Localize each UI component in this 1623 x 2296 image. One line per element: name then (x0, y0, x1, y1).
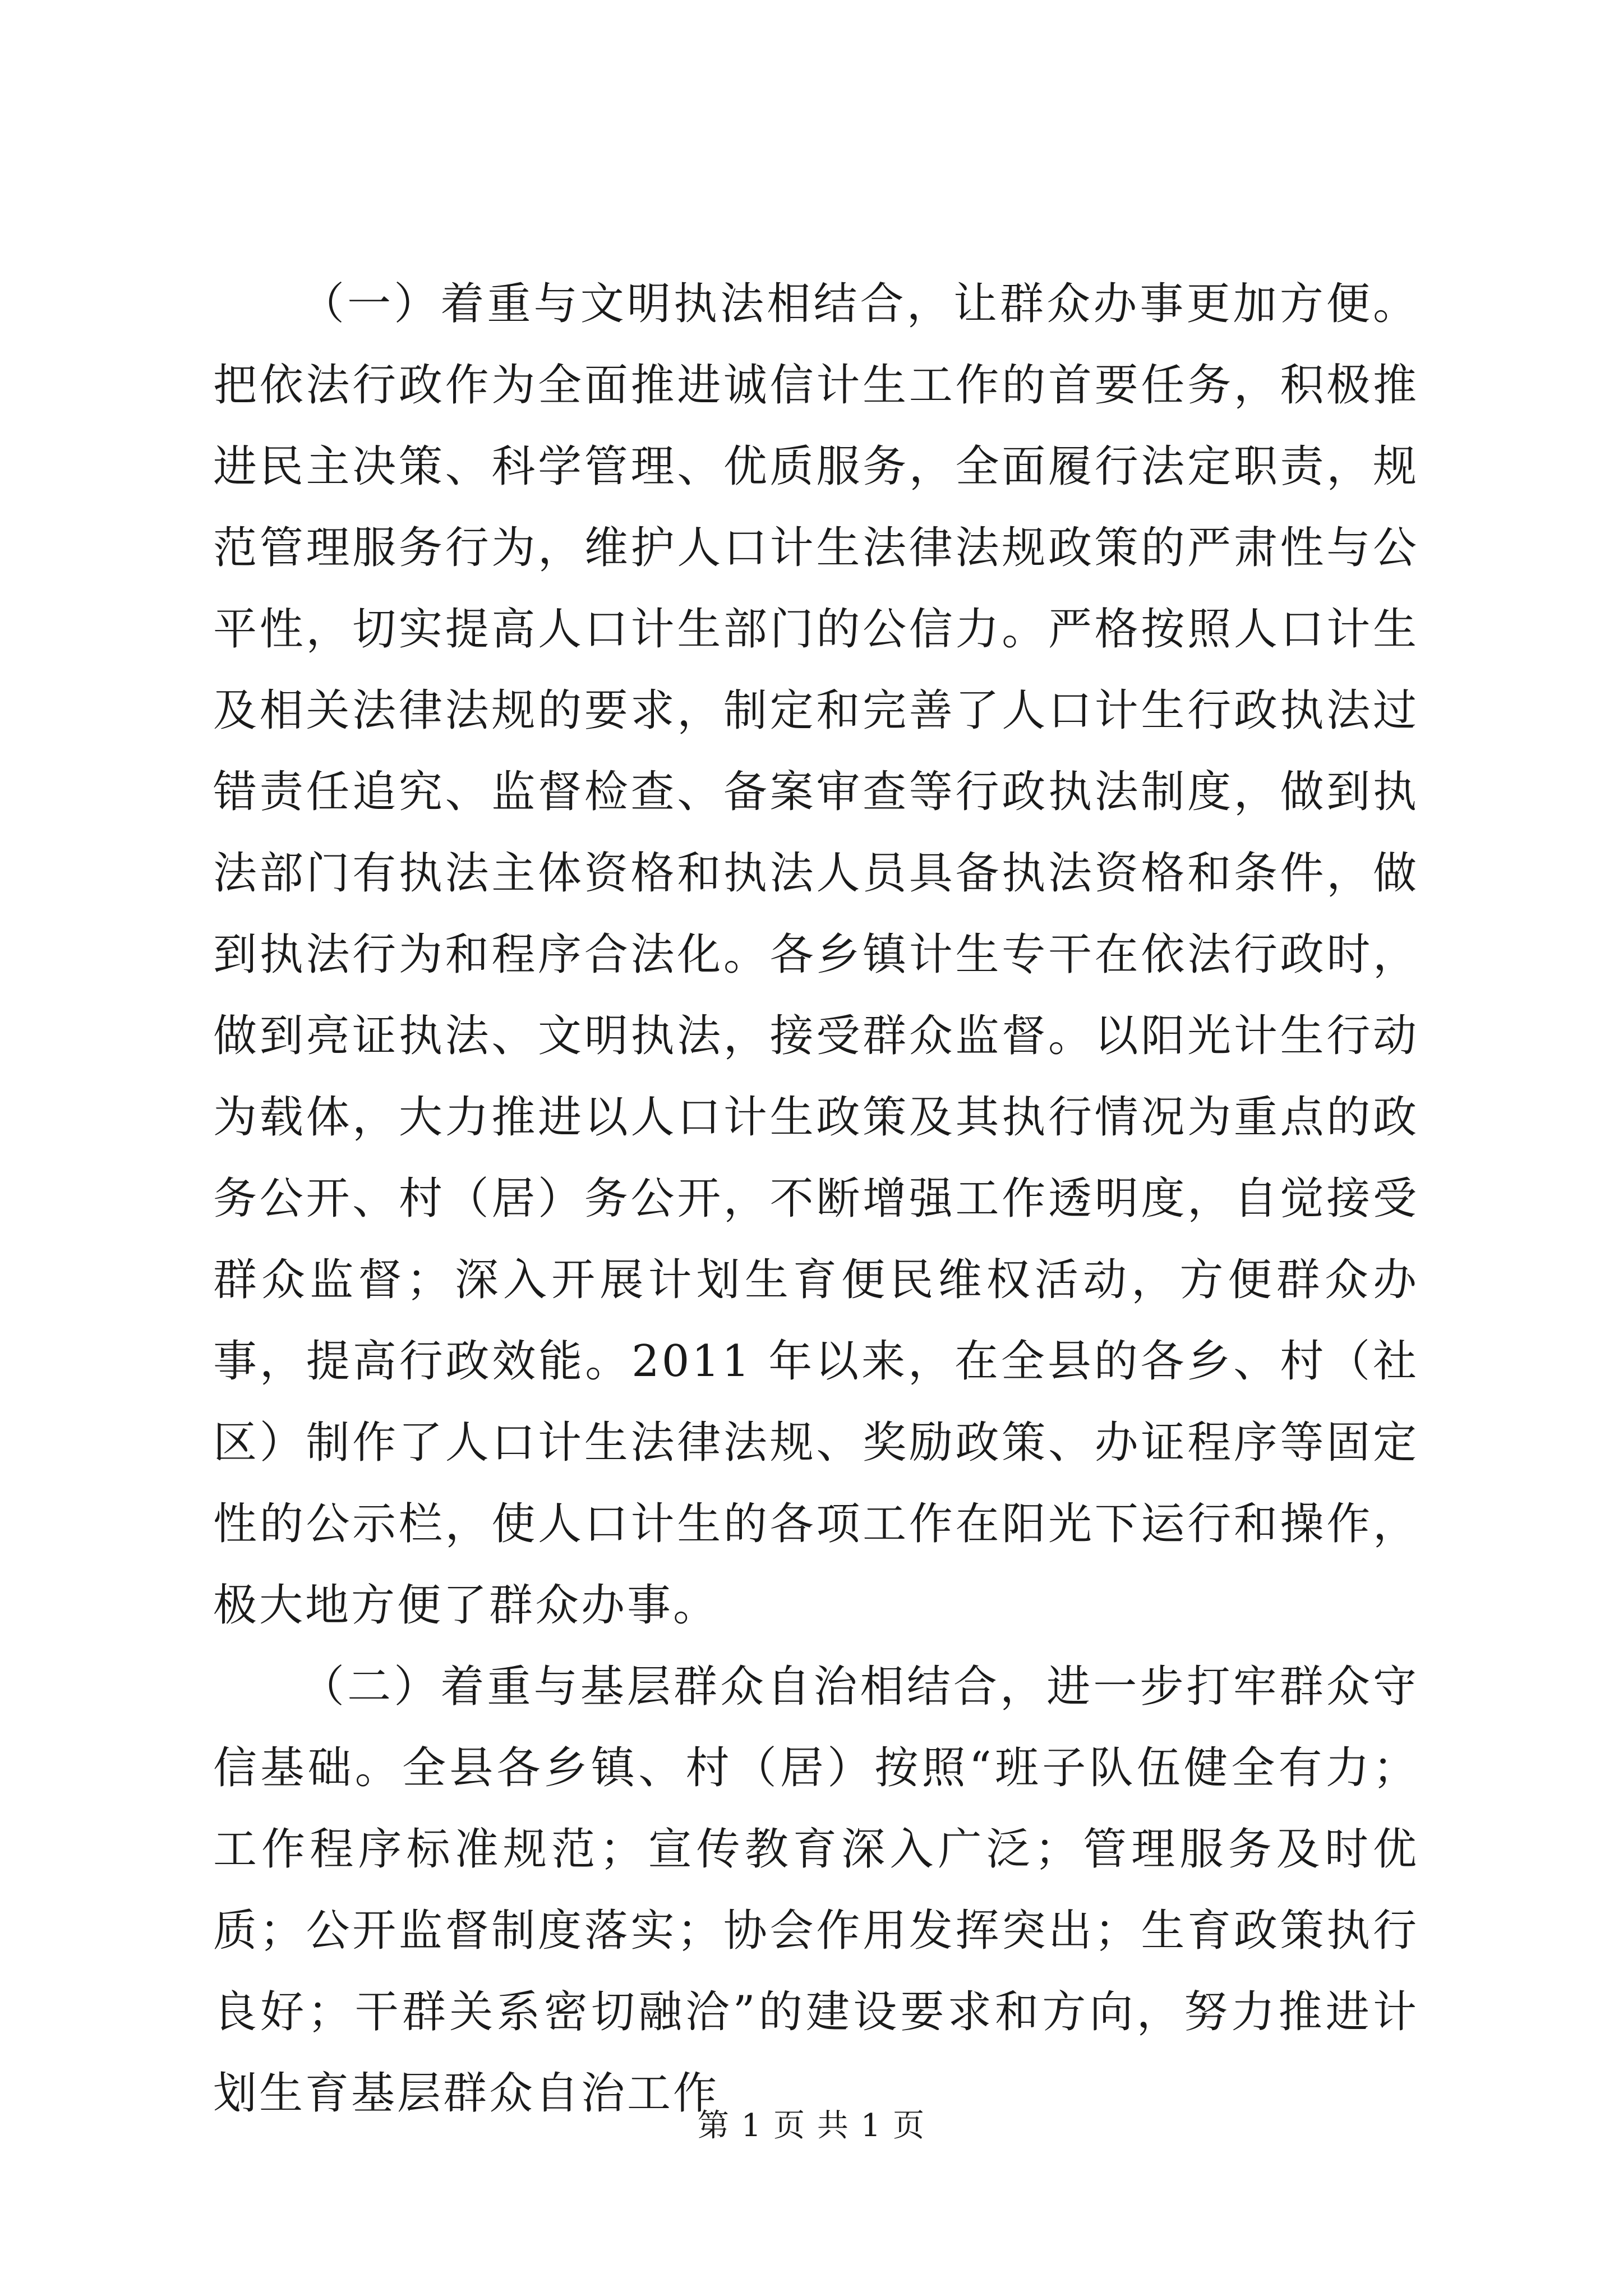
page-footer: 第 1 页 共 1 页 (697, 2108, 926, 2144)
paragraph-1: （一）着重与文明执法相结合，让群众办事更加方便。把依法行政作为全面推进诚信计生工作的首要任务，积极推进民主决策、科学管理、优质服务，全面履行法定职责，规范管理服务行为，维护人口计生法律法规政策的严肃性与公平性，切实提高人口计生部门的公信力。严格按照人口计生及相关法律法规的要求，制定和完善了人口计生行政执法过错责任追究、监督检查、备案审查等行政执法制度，做到执法部门有执法主体资格和执法人员具备执法资格和条件，做到执法行为和程序合法化。各乡镇计生专干在依法行政时，做到亮证执法、文明执法，接受群众监督。以阳光计生行动为载体，大力推进以人口计生政策及其执行情况为重点的政务公开、村（居）务公开，不断增强工作透明度，自觉接受群众监督；深入开展计划生育便民维权活动，方便群众办事，提高行政效能。2011 年以来，在全县的各乡、村（社区）制作了人口计生法律法规、奖励政策、办证程序等固定性的公示栏，使人口计生的各项工作在阳光下运行和操作，极大地方便了群众办事。 (213, 279, 1419, 1631)
document-body (213, 264, 1419, 2134)
paragraph-2: （二）着重与基层群众自治相结合，进一步打牢群众守信基础。全县各乡镇、村（居）按照“班子队伍健全有力；工作程序标准规范；宣传教育深入广泛；管理服务及时优质；公开监督制度落实；协会作用发挥突出；生育政策执行良好；干群关系密切融洽”的建设要求和方向，努力推进计划生育基层群众自治工作 (213, 1662, 1419, 2119)
